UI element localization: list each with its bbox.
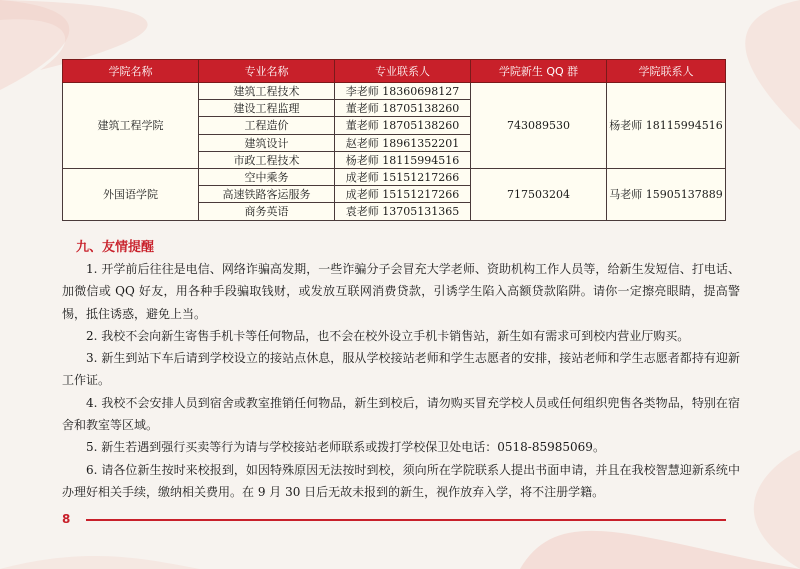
major-contact-cell: 成老师 15151217266 [335,168,471,185]
reminder-item-6: 6. 请各位新生按时来校报到，如因特殊原因无法按时到校，须向所在学院联系人提出书面申请，并且在我校智慧迎新系统中办理好相关手续，缴纳相关费用。在 9 月 30 日后无故未报到的新生，视作放弃入学，将不注册学籍。 [62,462,740,499]
header-college: 学院名称 [63,60,199,83]
reminder-section [62,238,740,503]
footer-divider [86,519,726,521]
major-contact-cell: 李老师 18360698127 [335,83,471,100]
major-contact-cell: 董老师 18705138260 [335,100,471,117]
header-qq-group: 学院新生 QQ 群 [471,60,607,83]
reminder-item-3: 3. 新生到站下车后请到学校设立的接站点休息，服从学校接站老师和学生志愿者的安排，接站老师和学生志愿者都持有迎新工作证。 [62,351,740,388]
section-title: 九、友情提醒 [76,240,155,255]
table-row [63,83,726,100]
major-name-cell: 建设工程监理 [199,100,335,117]
major-name-cell: 建筑工程技术 [199,83,335,100]
reminder-item-2: 2. 我校不会向新生寄售手机卡等任何物品，也不会在校外设立手机卡销售站，新生如有需求可到校内营业厅购买。 [86,328,690,343]
qq-group-cell: 717503204 [471,168,607,220]
reminder-item-4: 4. 我校不会安排人员到宿舍或教室推销任何物品，新生到校后，请勿购买冒充学校人员或任何组织兜售各类物品，特别在宿舍和教室等区域。 [62,395,740,433]
major-name-cell: 市政工程技术 [199,151,335,168]
major-name-cell: 工程造价 [199,117,335,134]
header-major: 专业名称 [199,60,335,83]
college-name-cell: 建筑工程学院 [63,83,199,169]
table-body [63,83,726,221]
major-contact-cell: 成老师 15151217266 [335,186,471,203]
major-contact-cell: 袁老师 13705131365 [335,203,471,220]
qq-group-cell: 743089530 [471,83,607,169]
major-contact-cell: 董老师 18705138260 [335,117,471,134]
reminder-item-5: 5. 新生若遇到强行买卖等行为请与学校接站老师联系或拨打学校保卫处电话：0518-85985069。 [86,440,605,455]
reminder-item-1: 1. 开学前后往往是电信、网络诈骗高发期，一些诈骗分子会冒充大学老师、资助机构工作人员等，给新生发短信、打电话、加微信或 QQ 好友，用各种手段骗取钱财，或发放互联网消费贷款，引诱学生陷入高额贷款陷阱。请你一定擦亮眼睛，提高警惕，抵住诱惑，避免上当。 [62,262,740,321]
header-college-contact: 学院联系人 [607,60,726,83]
contact-table [62,59,726,221]
table-row [63,168,726,185]
college-name-cell: 外国语学院 [63,168,199,220]
header-major-contact: 专业联系人 [335,60,471,83]
major-contact-cell: 赵老师 18961352201 [335,134,471,151]
major-name-cell: 商务英语 [199,203,335,220]
college-contact-cell: 杨老师 18115994516 [607,83,726,169]
major-name-cell: 空中乘务 [199,168,335,185]
page-number: 8 [62,512,71,526]
major-name-cell: 高速铁路客运服务 [199,186,335,203]
contact-table-container [62,59,726,221]
table-header-row [63,60,726,83]
major-name-cell: 建筑设计 [199,134,335,151]
college-contact-cell: 马老师 15905137889 [607,168,726,220]
major-contact-cell: 杨老师 18115994516 [335,151,471,168]
